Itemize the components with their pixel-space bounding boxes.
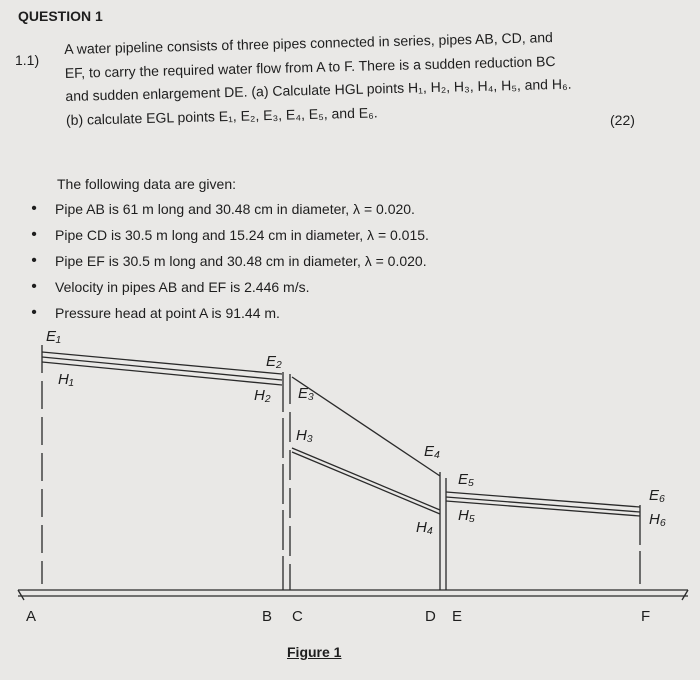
label-h1: H₁ <box>58 371 74 388</box>
label-h4: H₄ <box>416 519 433 536</box>
label-c: C <box>292 608 303 625</box>
given-item-text: Pipe AB is 61 m long and 30.48 cm in diameter, λ = 0.020. <box>55 201 415 217</box>
label-e5: E₅ <box>458 471 475 488</box>
given-item-text: Pipe CD is 30.5 m long and 15.24 cm in diameter, λ = 0.015. <box>55 227 429 243</box>
hgl-line-ef-2 <box>446 501 640 516</box>
label-b: B <box>262 608 273 625</box>
label-e1: E₁ <box>46 328 61 345</box>
bullet-icon: • <box>31 226 37 243</box>
pipe-end-right <box>682 590 688 600</box>
question-line-2: EF, to carry the required water flow from A to F. There is a sudden reduction BC <box>64 52 556 81</box>
label-h2: H₂ <box>254 387 271 404</box>
label-d: D <box>425 608 436 625</box>
bullet-icon: • <box>31 278 37 295</box>
given-item-text: Pipe EF is 30.5 m long and 30.48 cm in diameter, λ = 0.020. <box>55 253 427 269</box>
question-line-1: A water pipeline consists of three pipes connected in series, pipes AB, CD, and <box>64 29 554 57</box>
label-h5: H₅ <box>458 507 475 524</box>
label-a: A <box>26 608 37 625</box>
label-e: E <box>452 608 463 625</box>
egl-line-ab <box>42 352 282 374</box>
label-e4: E₄ <box>424 443 441 460</box>
bullet-icon: • <box>31 200 37 217</box>
question-line-3: and sudden enlargement DE. (a) Calculate HGL points H₁, H₂, H₃, H₄, H₅, and H₆. <box>65 75 572 104</box>
given-item-text: Velocity in pipes AB and EF is 2.446 m/s. <box>55 279 310 295</box>
label-e2: E₂ <box>266 353 282 370</box>
label-h3: H₃ <box>296 427 313 444</box>
question-number: 1.1) <box>15 52 40 68</box>
label-h6: H₆ <box>649 511 666 528</box>
marks: (22) <box>610 112 635 128</box>
label-e3: E₃ <box>298 385 314 402</box>
question-title: QUESTION 1 <box>18 8 103 24</box>
hgl-line-cd <box>292 448 440 510</box>
given-intro: The following data are given: <box>57 176 236 192</box>
label-f: F <box>641 608 651 625</box>
question-line-4: (b) calculate EGL points E₁, E₂, E₃, E₄, E₅, and E₆. <box>65 103 378 128</box>
label-e6: E₆ <box>649 487 666 504</box>
pipe-end-left <box>18 590 24 600</box>
hgl-line-ab <box>42 357 282 380</box>
given-item-text: Pressure head at point A is 91.44 m. <box>55 305 280 321</box>
bullet-icon: • <box>31 304 37 321</box>
hgl-line-ab-2 <box>42 362 282 385</box>
figure-caption: Figure 1 <box>287 644 342 660</box>
bullet-icon: • <box>31 252 37 269</box>
